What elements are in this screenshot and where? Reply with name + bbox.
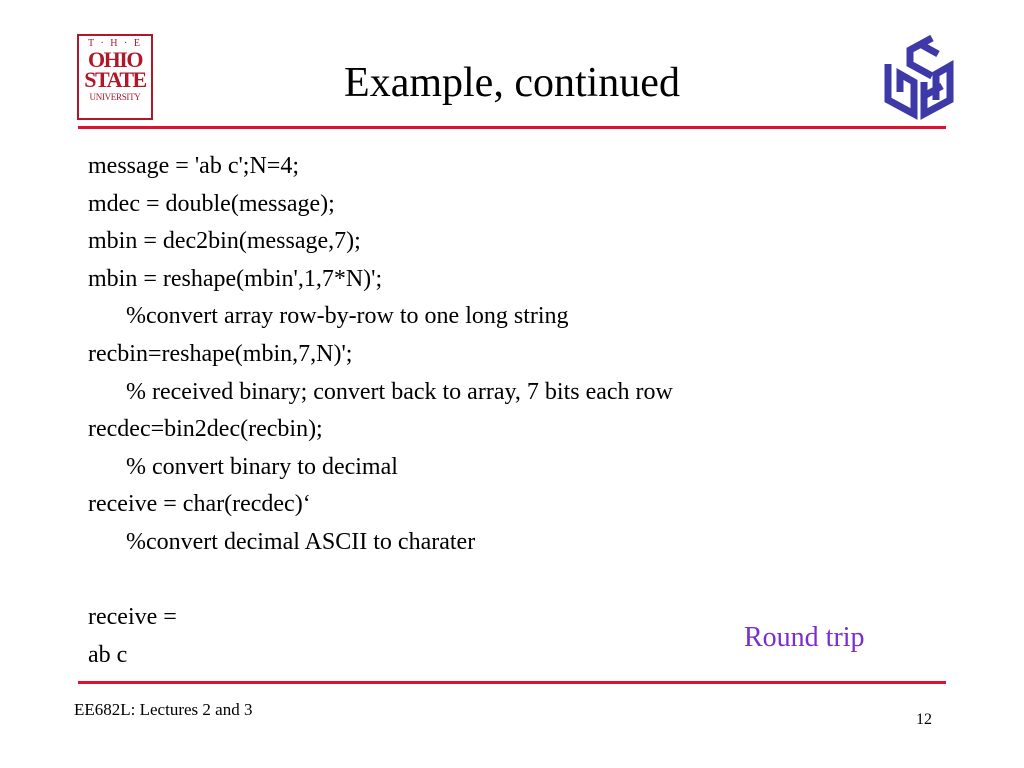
code-line: recdec=bin2dec(recbin); bbox=[88, 416, 323, 443]
logo-state-text: STATE bbox=[84, 67, 146, 92]
code-block bbox=[88, 148, 673, 674]
code-comment-line: % convert binary to decimal bbox=[126, 453, 398, 480]
cse-cube-logo-icon bbox=[880, 30, 958, 122]
logo-the-text: T · H · E bbox=[88, 38, 142, 49]
footer-course-title: EE682L: Lectures 2 and 3 bbox=[74, 700, 253, 719]
code-line bbox=[88, 562, 673, 600]
slide-title: Example, continued bbox=[344, 60, 680, 106]
page-number: 12 bbox=[916, 711, 932, 728]
logo-ohio-text: OHIO bbox=[88, 47, 142, 72]
code-line: ab c bbox=[88, 641, 128, 668]
code-line: recbin=reshape(mbin,7,N)'; bbox=[88, 340, 353, 367]
title-divider bbox=[78, 126, 946, 129]
code-line: mbin = dec2bin(message,7); bbox=[88, 228, 361, 255]
logo-university-text: UNIVERSITY bbox=[89, 92, 141, 102]
code-comment-line: %convert array row-by-row to one long string bbox=[126, 303, 569, 330]
code-comment-line: % received binary; convert back to array, 7 bits each row bbox=[126, 378, 673, 405]
round-trip-label: Round trip bbox=[744, 622, 865, 653]
code-line: mbin = reshape(mbin',1,7*N)'; bbox=[88, 265, 383, 292]
code-line: message = 'ab c';N=4; bbox=[88, 153, 299, 179]
code-line: receive = bbox=[88, 604, 177, 631]
code-line: mdec = double(message); bbox=[88, 190, 335, 217]
code-line: receive = char(recdec)‘ bbox=[88, 491, 311, 518]
footer-divider bbox=[78, 681, 946, 684]
code-comment-line: %convert decimal ASCII to charater bbox=[126, 528, 476, 555]
